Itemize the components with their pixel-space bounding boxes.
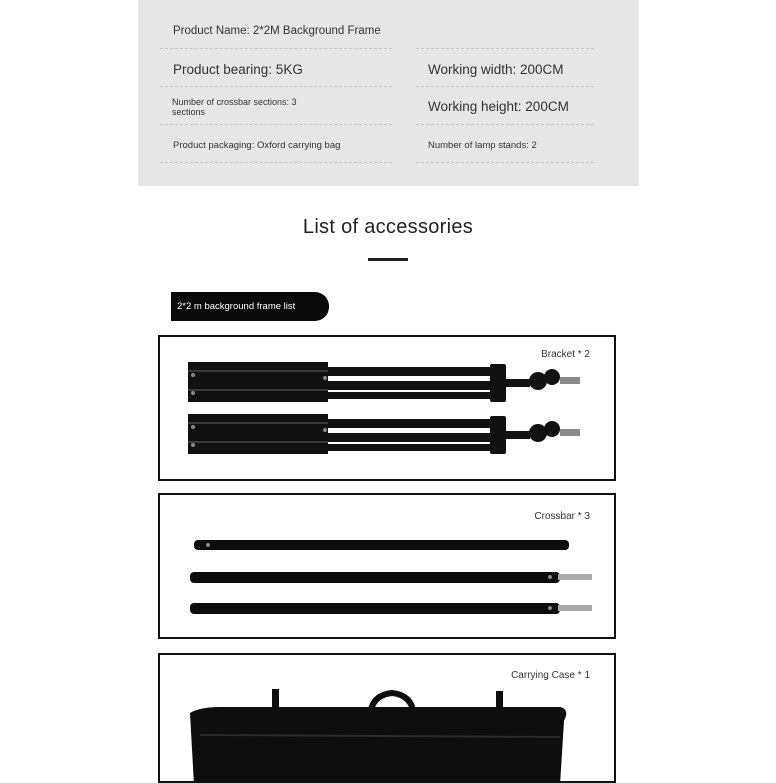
divider	[160, 162, 392, 163]
divider	[160, 124, 392, 125]
divider	[416, 124, 594, 125]
spec-crossbar-sections: Number of crossbar sections: 3	[172, 97, 297, 107]
divider	[160, 86, 392, 87]
carrying-case-label: Carrying Case * 1	[511, 670, 590, 681]
divider	[160, 48, 392, 49]
spec-product-bearing: Product bearing: 5KG	[173, 62, 303, 77]
spec-working-width: Working width: 200CM	[428, 62, 564, 77]
crossbar-label: Crossbar * 3	[534, 511, 590, 522]
spec-lamp-stands: Number of lamp stands: 2	[428, 140, 537, 151]
carrying-bag-icon	[160, 655, 616, 783]
divider	[416, 162, 594, 163]
title-underline	[368, 258, 408, 261]
bracket-box	[158, 335, 616, 481]
divider	[416, 86, 594, 87]
crossbar-box	[158, 493, 616, 639]
divider	[416, 48, 594, 49]
spec-packaging: Product packaging: Oxford carrying bag	[173, 140, 341, 151]
crossbar-pole-icon	[160, 495, 616, 639]
carrying-case-box	[158, 653, 616, 783]
bracket-label: Bracket * 2	[541, 349, 590, 360]
tripod-stand-icon	[160, 337, 616, 481]
spec-product-name: Product Name: 2*2M Background Frame	[173, 25, 381, 37]
accessories-title: List of accessories	[302, 216, 474, 238]
spec-crossbar-sections-cont: sections	[172, 107, 206, 117]
frame-list-badge: 2*2 m background frame list	[171, 292, 329, 321]
specs-panel	[138, 0, 639, 186]
spec-working-height: Working height: 200CM	[428, 99, 569, 114]
